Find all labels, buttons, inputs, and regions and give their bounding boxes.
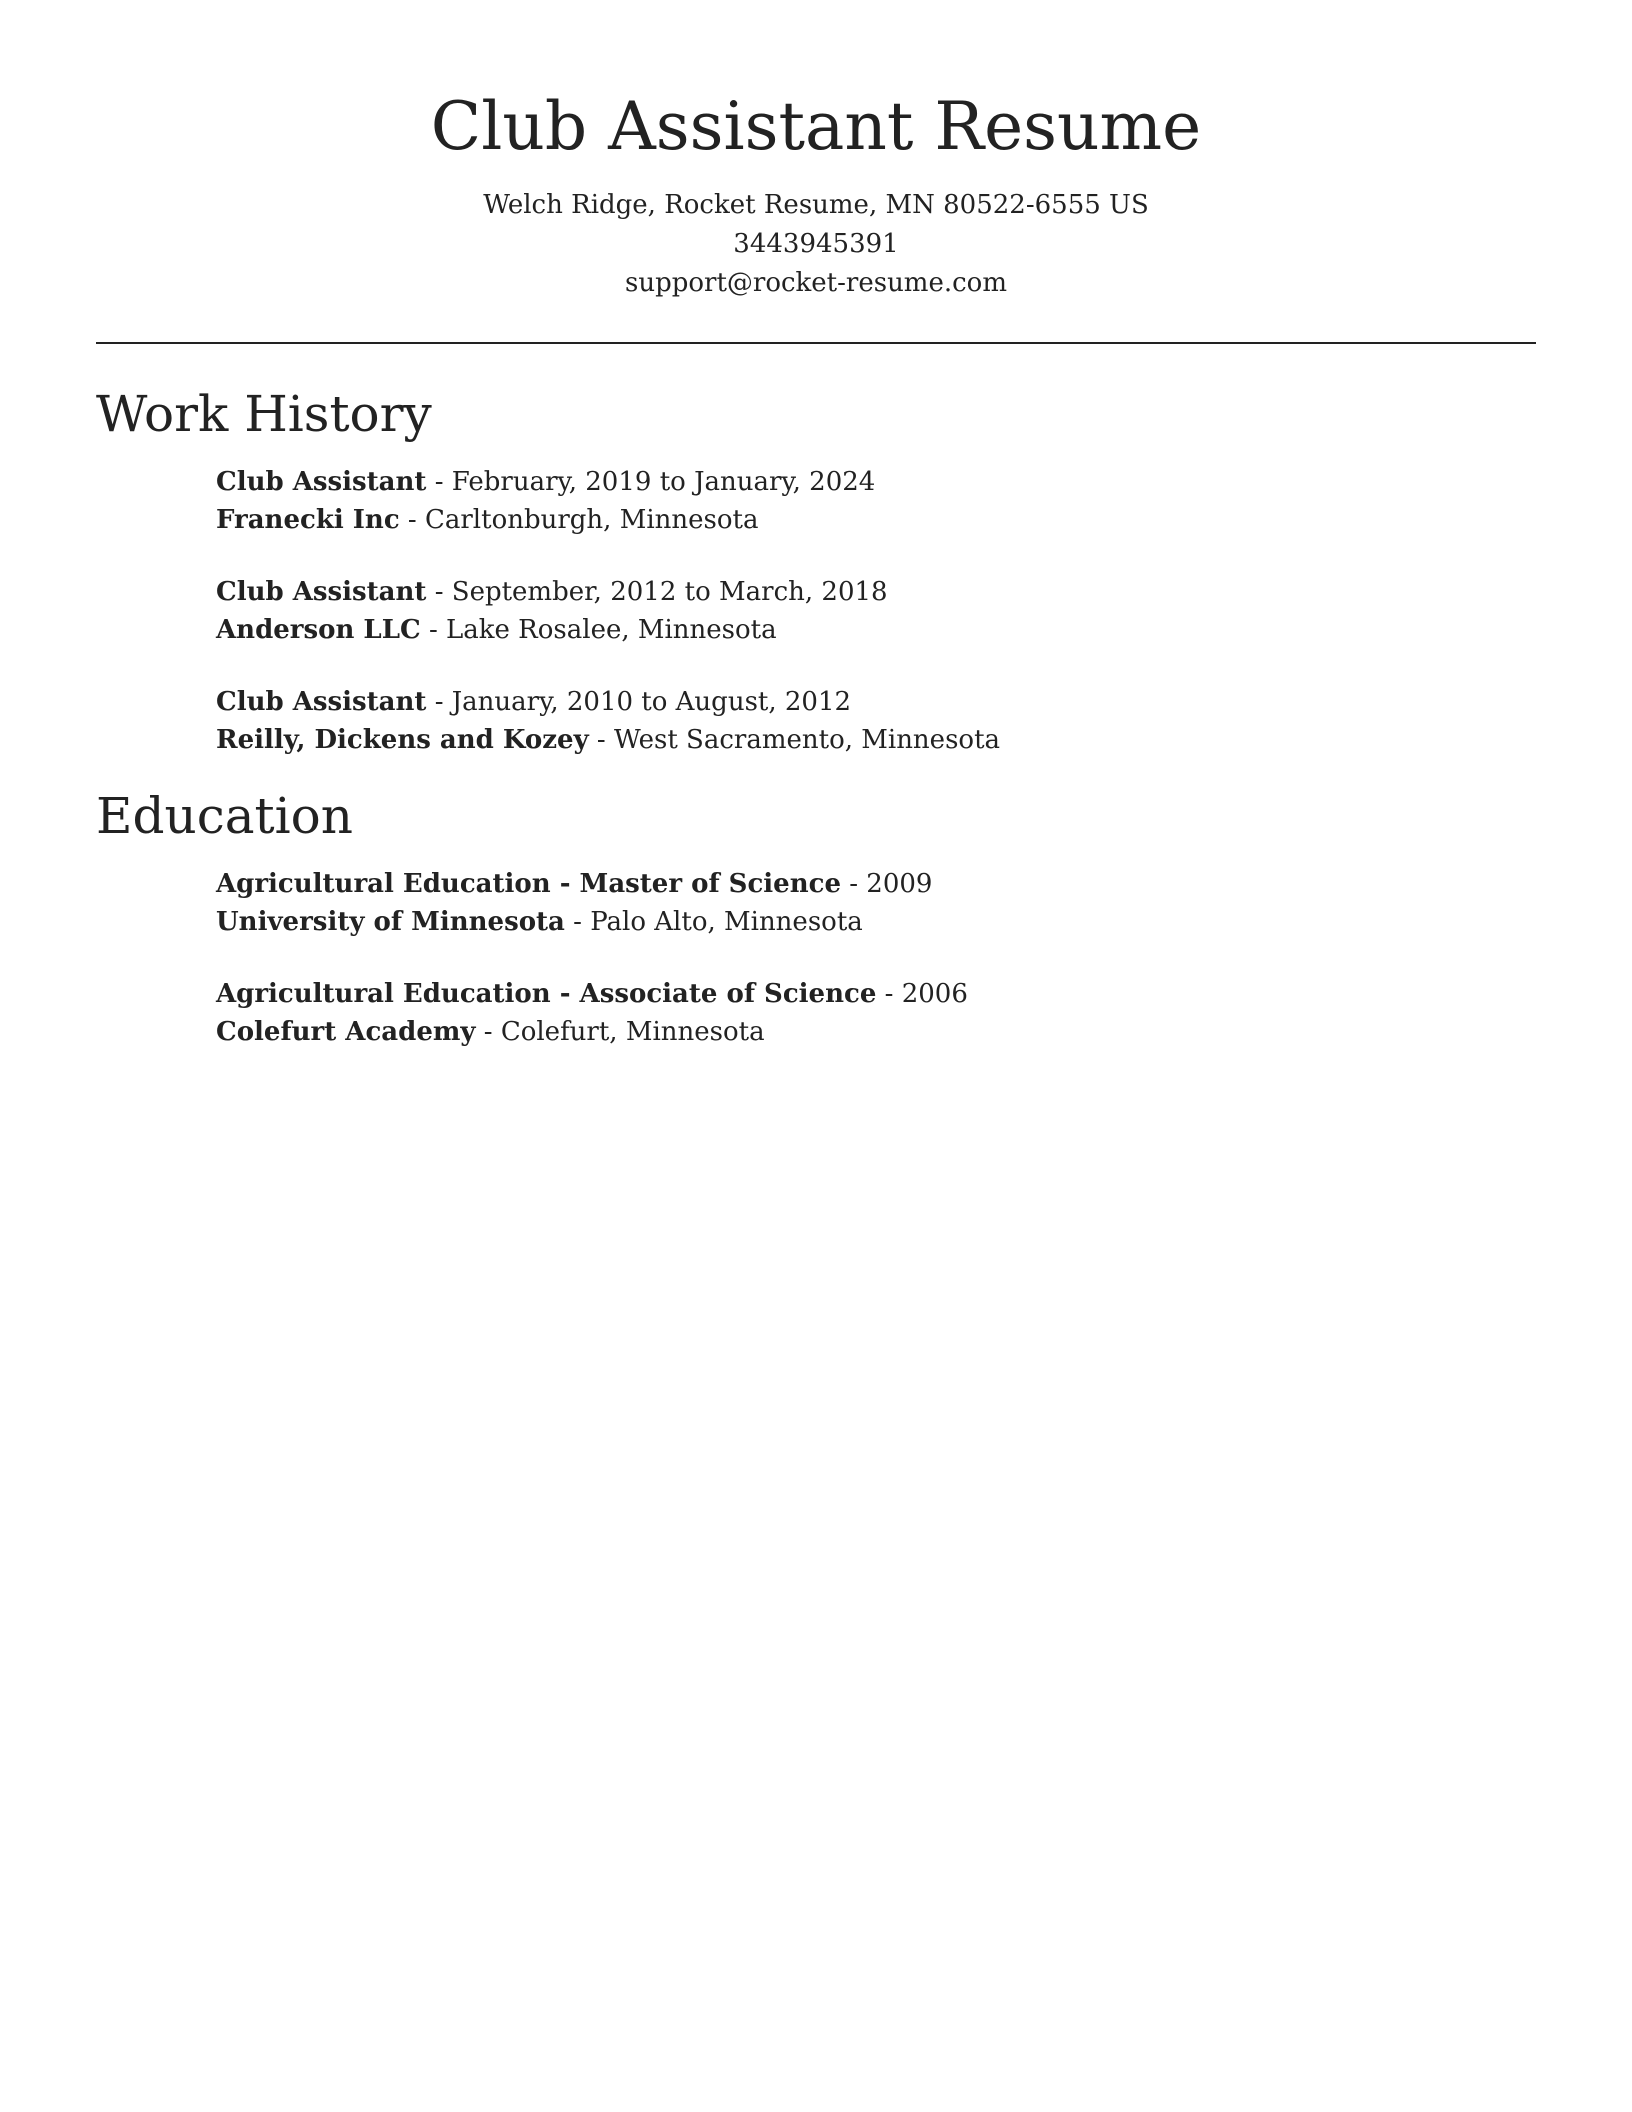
work-entry [216,573,1516,649]
education-field: Agricultural Education [216,979,551,1009]
education-school-line [216,903,1516,941]
education-list [216,865,1516,1085]
phone-text: 3443945391 [733,229,899,259]
company-location: - West Sacramento, Minnesota [588,725,1001,755]
job-title: Club Assistant [216,687,427,717]
header-divider [96,342,1536,344]
work-entry-company-line [216,721,1516,759]
work-entry-company-line [216,501,1516,539]
education-entry [216,975,1516,1051]
job-title: Club Assistant [216,467,427,497]
work-entry [216,463,1516,539]
company-name: Reilly, Dickens and Kozey [216,725,589,755]
work-history-heading: Work History [96,385,432,443]
email-text: support@rocket-resume.com [624,268,1007,298]
contact-info [0,186,1632,303]
job-dates: - February, 2019 to January, 2024 [426,467,876,497]
education-degree-line [216,865,1516,903]
school-name: Colefurt Academy [216,1017,476,1047]
company-name: Anderson LLC [216,615,421,645]
education-degree: - Associate of Science [550,979,877,1009]
company-location: - Carltonburgh, Minnesota [399,505,759,535]
company-name: Franecki Inc [216,505,400,535]
resume-header [0,84,1632,303]
education-degree-line [216,975,1516,1013]
education-year: - 2006 [876,979,968,1009]
education-entry [216,865,1516,941]
school-location: - Colefurt, Minnesota [475,1017,765,1047]
page-title: Club Assistant Resume [430,88,1202,165]
education-heading: Education [96,787,353,845]
education-year: - 2009 [840,869,933,899]
work-entry-title-line [216,463,1516,501]
work-entry-title-line [216,573,1516,611]
education-degree: - Master of Science [550,869,841,899]
address-text: Welch Ridge, Rocket Resume, MN 80522-6555 US [483,190,1149,220]
education-school-line [216,1013,1516,1051]
work-entry-company-line [216,611,1516,649]
work-history-list [216,463,1516,793]
job-dates: - September, 2012 to March, 2018 [426,577,888,607]
school-name: University of Minnesota [216,907,565,937]
company-location: - Lake Rosalee, Minnesota [420,615,777,645]
education-field: Agricultural Education [216,869,551,899]
work-entry [216,683,1516,759]
job-title: Club Assistant [216,577,427,607]
work-entry-title-line [216,683,1516,721]
job-dates: - January, 2010 to August, 2012 [426,687,852,717]
school-location: - Palo Alto, Minnesota [564,907,863,937]
